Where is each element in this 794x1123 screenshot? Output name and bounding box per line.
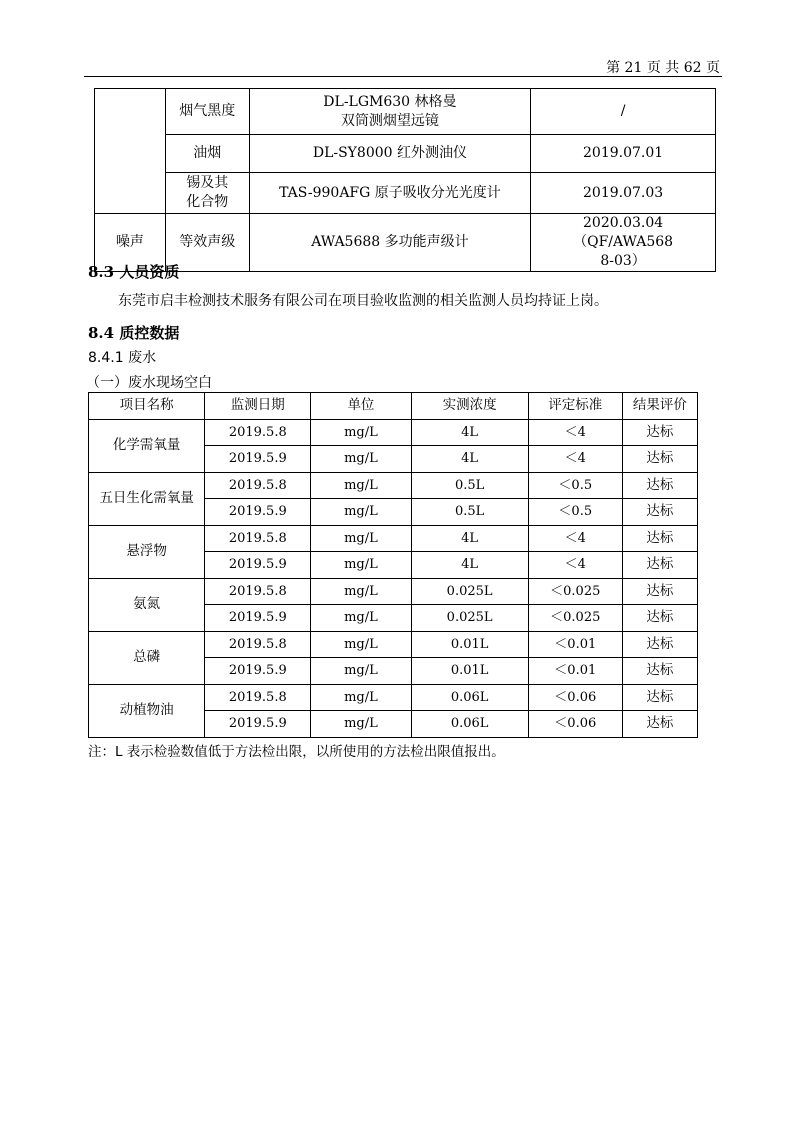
date-line: 8-03） [600,253,646,269]
date-cell: 2019.5.9 [205,499,311,526]
table-row [89,525,698,552]
unit-cell: mg/L [311,446,411,473]
parameter-name-cell: 悬浮物 [89,525,205,578]
measured-value-cell: 4L [411,419,528,446]
measured-value-cell: 4L [411,446,528,473]
table-row [95,89,716,135]
date-cell: 2019.5.9 [205,552,311,579]
result-cell: 达标 [622,446,697,473]
standard-cell: ＜0.01 [528,658,622,685]
date-cell: 2019.5.9 [205,711,311,738]
measured-value-cell: 0.5L [411,472,528,499]
table-row [95,214,716,272]
table-caption: （一）废水现场空白 [86,375,212,391]
result-cell: 达标 [622,684,697,711]
table-row [89,631,698,658]
date-cell: / [531,89,716,135]
measured-value-cell: 4L [411,525,528,552]
item-cell: 烟气黑度 [165,89,249,135]
unit-cell: mg/L [311,552,411,579]
instrument-cell: TAS-990AFG 原子吸收分光光度计 [249,173,530,214]
parameter-name-cell: 动植物油 [89,684,205,737]
item-cell: 油烟 [165,135,249,173]
table-header-row [89,393,698,420]
standard-cell: ＜0.025 [528,605,622,632]
instrument-cell: DL-SY8000 红外测油仪 [249,135,530,173]
standard-cell: ＜4 [528,552,622,579]
column-header: 评定标准 [528,393,622,420]
column-header: 单位 [311,393,411,420]
result-cell: 达标 [622,499,697,526]
page-number: 第 21 页 共 62 页 [606,60,720,76]
standard-cell: ＜0.01 [528,631,622,658]
item-line: 锡及其 [186,175,229,191]
instrument-cell: AWA5688 多功能声级计 [249,214,530,272]
measured-value-cell: 0.01L [411,658,528,685]
parameter-name-cell: 总磷 [89,631,205,684]
section-8-3-text: 东莞市启丰检测技术服务有限公司在项目验收监测的相关监测人员均持证上岗。 [118,293,608,309]
item-line: 化合物 [186,194,229,210]
parameter-name-cell: 氨氮 [89,578,205,631]
column-header: 监测日期 [205,393,311,420]
table-row [89,684,698,711]
item-cell: 等效声级 [165,214,249,272]
standard-cell: ＜0.025 [528,578,622,605]
parameter-name-cell: 五日生化需氧量 [89,472,205,525]
standard-cell: ＜0.06 [528,711,622,738]
date-cell: 2019.5.8 [205,419,311,446]
result-cell: 达标 [622,631,697,658]
table-row [89,419,698,446]
instrument-line: DL-LGM630 林格曼 [323,93,457,110]
date-cell: 2019.5.9 [205,658,311,685]
equipment-table [94,88,716,272]
result-cell: 达标 [622,605,697,632]
unit-cell: mg/L [311,631,411,658]
unit-cell: mg/L [311,499,411,526]
date-cell: 2019.5.8 [205,472,311,499]
unit-cell: mg/L [311,419,411,446]
date-cell: 2019.5.9 [205,605,311,632]
unit-cell: mg/L [311,684,411,711]
standard-cell: ＜4 [528,525,622,552]
measured-value-cell: 4L [411,552,528,579]
page-header [84,56,722,77]
date-cell: 2019.5.8 [205,578,311,605]
column-header: 结果评价 [622,393,697,420]
result-cell: 达标 [622,658,697,685]
standard-cell: ＜0.5 [528,472,622,499]
result-cell: 达标 [622,552,697,579]
date-cell: 2019.5.9 [205,446,311,473]
unit-cell: mg/L [311,605,411,632]
measured-value-cell: 0.025L [411,578,528,605]
column-header: 项目名称 [89,393,205,420]
section-heading-8-3: 8.3 人员资质 [88,263,180,281]
parameter-name-cell: 化学需氧量 [89,419,205,472]
table-row [89,578,698,605]
sub-heading-8-4-1: 8.4.1 废水 [88,350,157,366]
category-cell: 噪声 [95,214,166,272]
result-cell: 达标 [622,578,697,605]
unit-cell: mg/L [311,472,411,499]
item-cell [165,173,249,214]
table-row [89,472,698,499]
measured-value-cell: 0.01L [411,631,528,658]
measured-value-cell: 0.5L [411,499,528,526]
result-cell: 达标 [622,472,697,499]
unit-cell: mg/L [311,658,411,685]
measured-value-cell: 0.06L [411,684,528,711]
section-heading-8-4: 8.4 质控数据 [88,324,180,342]
standard-cell: ＜4 [528,446,622,473]
table-row [95,173,716,214]
standard-cell: ＜0.06 [528,684,622,711]
table-note: 注：L 表示检验数值低于方法检出限，以所使用的方法检出限值报出。 [88,744,505,760]
unit-cell: mg/L [311,525,411,552]
table-row [95,135,716,173]
date-cell: 2019.5.8 [205,525,311,552]
category-cell-empty [95,89,166,214]
date-cell: 2019.07.03 [531,173,716,214]
qc-table [88,392,698,738]
result-cell: 达标 [622,711,697,738]
unit-cell: mg/L [311,578,411,605]
column-header: 实测浓度 [411,393,528,420]
measured-value-cell: 0.025L [411,605,528,632]
instrument-line: 双筒测烟望远镜 [340,112,439,129]
result-cell: 达标 [622,525,697,552]
date-cell: 2019.5.8 [205,631,311,658]
date-line: 2020.03.04（QF/AWA568 [573,215,674,250]
instrument-cell [249,89,530,135]
date-cell: 2019.5.8 [205,684,311,711]
result-cell: 达标 [622,419,697,446]
measured-value-cell: 0.06L [411,711,528,738]
date-cell [531,214,716,272]
unit-cell: mg/L [311,711,411,738]
standard-cell: ＜4 [528,419,622,446]
date-cell: 2019.07.01 [531,135,716,173]
standard-cell: ＜0.5 [528,499,622,526]
